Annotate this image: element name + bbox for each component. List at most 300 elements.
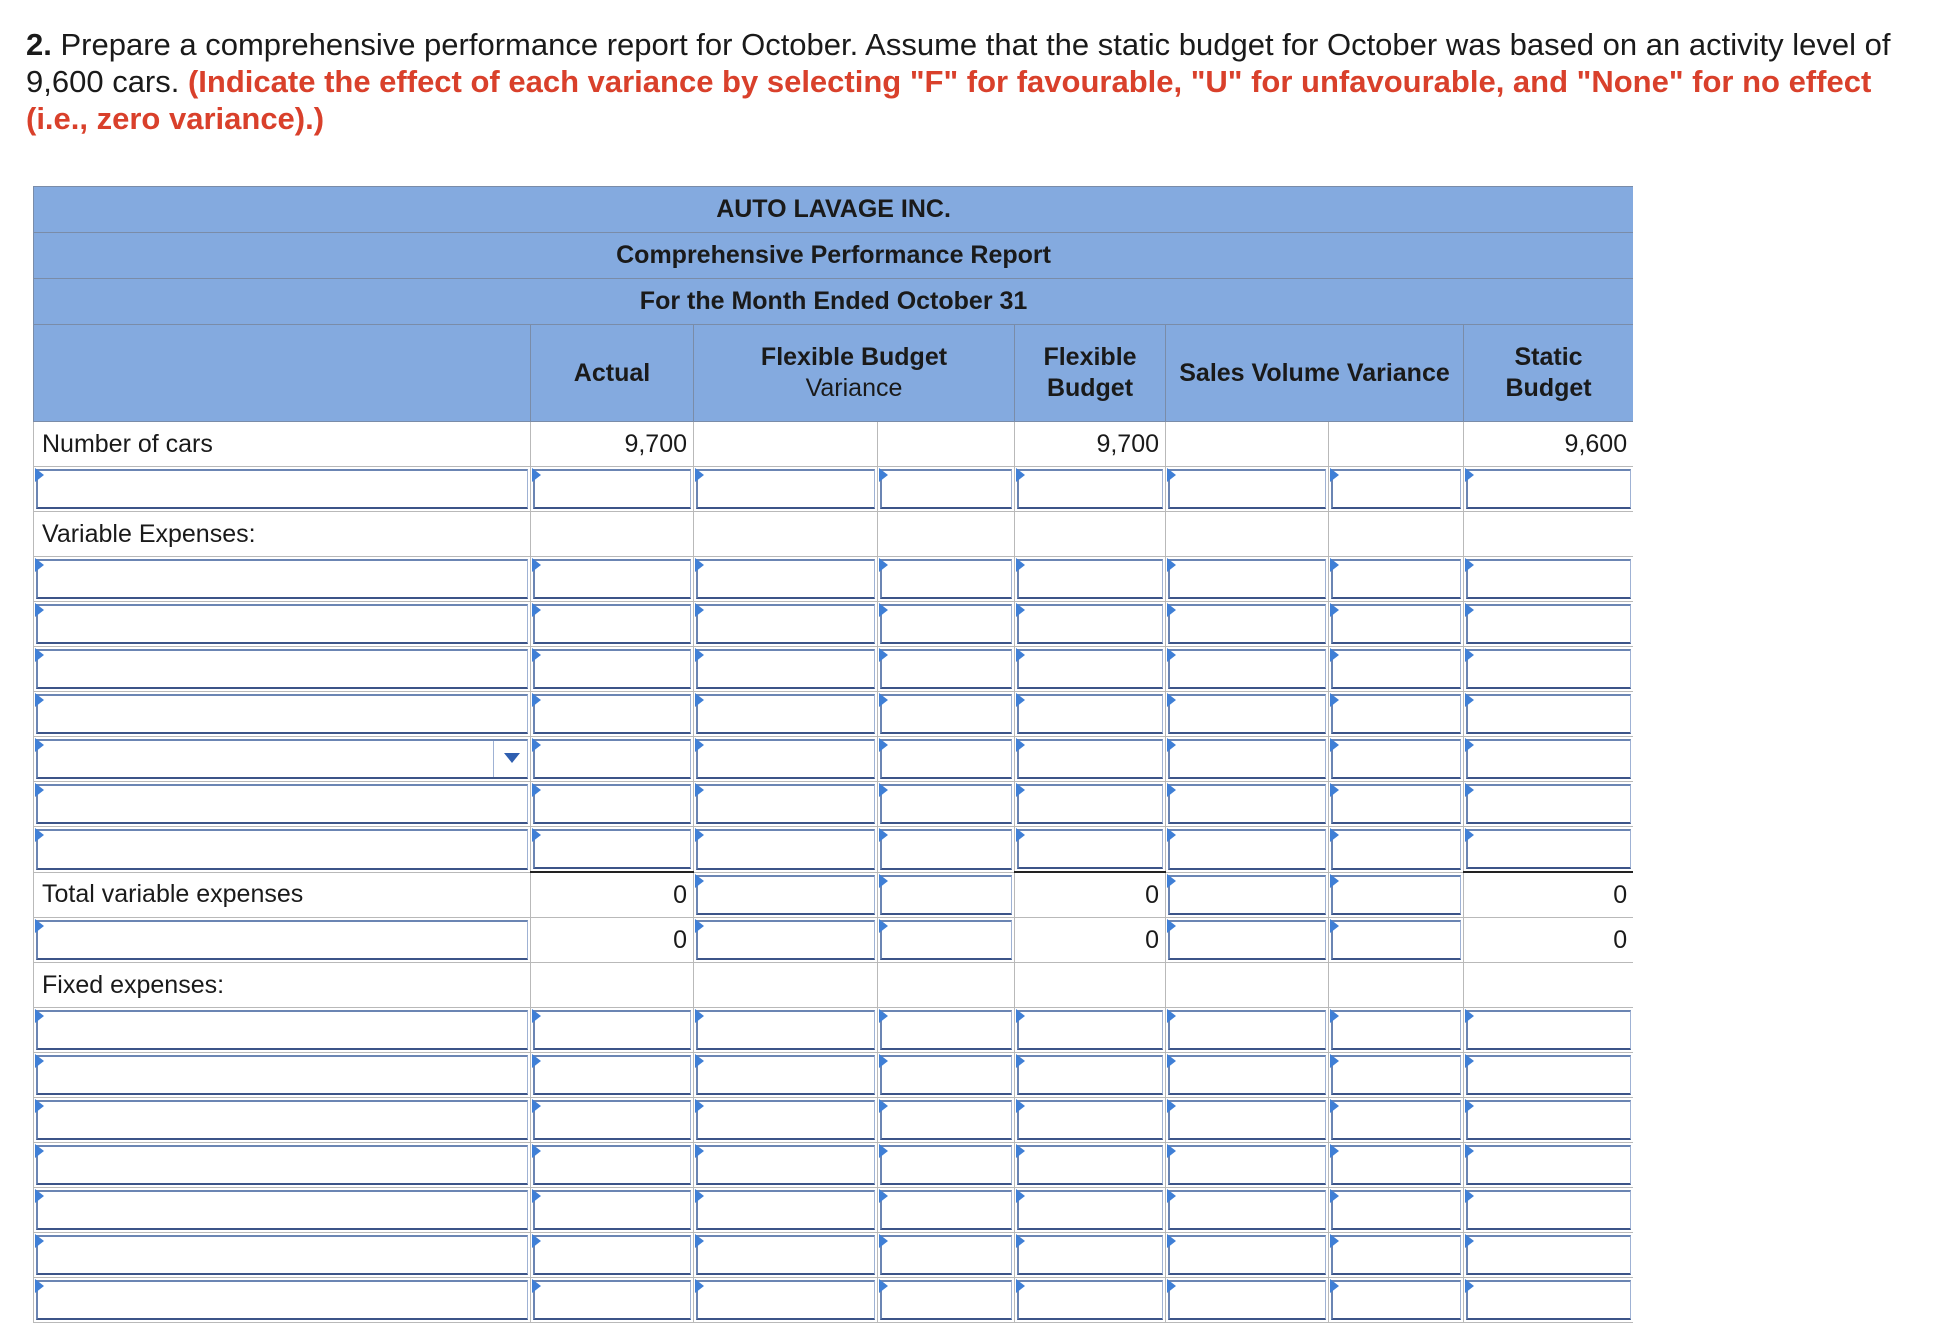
line-item-input[interactable] (34, 1098, 531, 1143)
sales-volume-effect-input[interactable] (1329, 1188, 1464, 1233)
total-var-sales-volume-variance-input[interactable] (1166, 872, 1329, 918)
flex-budget-input[interactable] (1015, 557, 1166, 602)
table-row (34, 1278, 1634, 1323)
sales-volume-effect-input[interactable] (1329, 692, 1464, 737)
cell-marker-icon (695, 783, 704, 797)
sales-volume-effect-input[interactable] (1329, 557, 1464, 602)
header-flexible-budget-variance: Flexible Budget Variance (694, 325, 1015, 422)
cell-marker-icon (1016, 693, 1025, 707)
cell-marker-icon (1167, 468, 1176, 482)
flex-budget-input[interactable] (1015, 737, 1166, 782)
line-item-input[interactable] (34, 602, 531, 647)
cell-marker-icon (695, 738, 704, 752)
cell-marker-icon (1465, 1099, 1474, 1113)
header-blank (34, 325, 531, 422)
row-label-variable-expenses: Variable Expenses: (34, 512, 531, 557)
performance-report-sheet (33, 186, 1633, 1326)
sales-volume-variance-input[interactable] (1166, 692, 1329, 737)
static-budget-input[interactable] (1464, 557, 1634, 602)
cars-actual-value: 9,700 (531, 422, 694, 467)
cell-marker-icon (532, 1054, 541, 1068)
flex-variance-input[interactable] (694, 467, 878, 512)
cell-marker-icon (35, 558, 44, 572)
actual-input[interactable] (531, 1008, 694, 1053)
actual-input[interactable] (531, 467, 694, 512)
cell-marker-icon (879, 1099, 888, 1113)
cell-marker-icon (35, 693, 44, 707)
cell-marker-icon (532, 1234, 541, 1248)
table-row (34, 467, 1634, 512)
sales-volume-variance-input[interactable] (1166, 737, 1329, 782)
table-row-fixed-expenses-heading (34, 963, 1634, 1008)
cell-marker-icon (879, 1054, 888, 1068)
sales-volume-variance-input[interactable] (1166, 467, 1329, 512)
cell-marker-icon (532, 1144, 541, 1158)
static-budget-input[interactable] (1464, 827, 1634, 873)
static-budget-input[interactable] (1464, 602, 1634, 647)
cell-marker-icon (695, 648, 704, 662)
cell-marker-icon (1465, 1144, 1474, 1158)
cell-marker-icon (1465, 558, 1474, 572)
flex-variance-input[interactable] (694, 737, 878, 782)
cell-marker-icon (1330, 828, 1339, 842)
table-row (34, 737, 1634, 782)
flex-variance-input[interactable] (694, 647, 878, 692)
cell-marker-icon (1167, 693, 1176, 707)
cell-marker-icon (879, 783, 888, 797)
cell-marker-icon (1167, 1009, 1176, 1023)
cars-sales-volume-effect-cell (1329, 422, 1464, 467)
cell-marker-icon (1330, 603, 1339, 617)
cell-marker-icon (1167, 1054, 1176, 1068)
actual-input[interactable] (531, 1188, 694, 1233)
actual-input[interactable] (531, 647, 694, 692)
flex-budget-input[interactable] (1015, 1188, 1166, 1233)
flex-variance-input[interactable] (694, 692, 878, 737)
cell-marker-icon (35, 738, 44, 752)
cell-marker-icon (1016, 1099, 1025, 1113)
sales-volume-variance-input[interactable] (1166, 602, 1329, 647)
flex-budget-input[interactable] (1015, 1143, 1166, 1188)
flex-variance-input[interactable] (694, 1008, 878, 1053)
cell-marker-icon (879, 1234, 888, 1248)
question-number: 2. (26, 27, 52, 62)
table-row-variable-expenses-heading (34, 512, 1634, 557)
line-item-input[interactable] (34, 1143, 531, 1188)
cell-marker-icon (1465, 1189, 1474, 1203)
line-item-input[interactable] (34, 647, 531, 692)
cell-marker-icon (1016, 1279, 1025, 1293)
table-row (34, 647, 1634, 692)
cell-marker-icon (1167, 828, 1176, 842)
flex-variance-input[interactable] (694, 1188, 878, 1233)
static-budget-input[interactable] (1464, 737, 1634, 782)
cars-flex-variance-effect-cell (878, 422, 1015, 467)
table-row (34, 1233, 1634, 1278)
cell-marker-icon (1330, 738, 1339, 752)
flex-variance-input[interactable] (694, 827, 878, 873)
actual-input[interactable] (531, 557, 694, 602)
cell-marker-icon (532, 738, 541, 752)
flex-variance-input[interactable] (694, 782, 878, 827)
flex-variance-input[interactable] (694, 557, 878, 602)
cell-marker-icon (1167, 1189, 1176, 1203)
cell-marker-icon (35, 1144, 44, 1158)
sales-volume-variance-input[interactable] (1166, 647, 1329, 692)
cell-marker-icon (695, 693, 704, 707)
row-label-total-variable-expenses: Total variable expenses (34, 872, 531, 918)
actual-input[interactable] (531, 692, 694, 737)
cell-marker-icon (1330, 1009, 1339, 1023)
flex-budget-input[interactable] (1015, 782, 1166, 827)
cell-marker-icon (879, 603, 888, 617)
cell-marker-icon (1330, 783, 1339, 797)
table-row (34, 1188, 1634, 1233)
table-row (34, 692, 1634, 737)
flex-variance-effect-input[interactable] (878, 1008, 1015, 1053)
line-item-input[interactable] (34, 1278, 531, 1323)
cell-marker-icon (1016, 1234, 1025, 1248)
cell-marker-icon (35, 1054, 44, 1068)
actual-input[interactable] (531, 1053, 694, 1098)
cm-sales-volume-effect-select[interactable] (1329, 918, 1464, 963)
cell-marker-icon (1167, 738, 1176, 752)
line-item-input[interactable] (34, 827, 531, 873)
cell-marker-icon (532, 468, 541, 482)
actual-input[interactable] (531, 1233, 694, 1278)
flex-variance-effect-input[interactable] (878, 557, 1015, 602)
cars-static-budget-value: 9,600 (1464, 422, 1634, 467)
line-item-input[interactable] (34, 782, 531, 827)
cell-marker-icon (1016, 783, 1025, 797)
cell-marker-icon (1465, 693, 1474, 707)
line-item-input[interactable] (34, 1053, 531, 1098)
cell-marker-icon (532, 1279, 541, 1293)
cell-marker-icon (1330, 1234, 1339, 1248)
cell-marker-icon (1465, 1009, 1474, 1023)
cm-static-budget-value: 0 (1464, 918, 1634, 963)
cell-marker-icon (879, 558, 888, 572)
sales-volume-variance-input[interactable] (1166, 1098, 1329, 1143)
cell-marker-icon (1167, 1099, 1176, 1113)
flex-variance-effect-input[interactable] (878, 1188, 1015, 1233)
static-budget-input[interactable] (1464, 1278, 1634, 1323)
question-body: Prepare a comprehensive performance report for October. Assume that the static budget for October was based on an activity level of 9,600 cars. (26, 27, 1891, 99)
line-item-input[interactable] (34, 467, 531, 512)
cell-marker-icon (35, 783, 44, 797)
static-budget-input[interactable] (1464, 1098, 1634, 1143)
cell-marker-icon (879, 468, 888, 482)
table-row (34, 827, 1634, 873)
cell-marker-icon (1167, 783, 1176, 797)
cell-marker-icon (1330, 1099, 1339, 1113)
header-actual: Actual (531, 325, 694, 422)
static-budget-input[interactable] (1464, 782, 1634, 827)
sales-volume-variance-input[interactable] (1166, 1188, 1329, 1233)
sales-volume-variance-input[interactable] (1166, 1053, 1329, 1098)
cars-flex-variance-cell (694, 422, 878, 467)
header-sales-volume-variance: Sales Volume Variance (1166, 325, 1464, 422)
total-var-actual-value: 0 (531, 872, 694, 918)
sales-volume-variance-input[interactable] (1166, 1008, 1329, 1053)
cell-marker-icon (1330, 693, 1339, 707)
cell-marker-icon (695, 1189, 704, 1203)
flex-variance-effect-input[interactable] (878, 1053, 1015, 1098)
sales-volume-effect-input[interactable] (1329, 1143, 1464, 1188)
sales-volume-effect-input[interactable] (1329, 737, 1464, 782)
cell-marker-icon (695, 603, 704, 617)
cell-marker-icon (1465, 648, 1474, 662)
sales-volume-variance-input[interactable] (1166, 1233, 1329, 1278)
cell-marker-icon (532, 693, 541, 707)
cell-marker-icon (532, 828, 541, 842)
cell-marker-icon (695, 828, 704, 842)
flex-variance-effect-input[interactable] (878, 467, 1015, 512)
cell-marker-icon (695, 1099, 704, 1113)
table-row-total-variable-expenses (34, 872, 1634, 918)
cell-marker-icon (879, 828, 888, 842)
sales-volume-effect-input[interactable] (1329, 1053, 1464, 1098)
cell-marker-icon (1330, 1189, 1339, 1203)
cell-marker-icon (532, 648, 541, 662)
row-label-fixed-expenses: Fixed expenses: (34, 963, 531, 1008)
sales-volume-effect-input[interactable] (1329, 827, 1464, 873)
cell-marker-icon (532, 783, 541, 797)
flex-budget-input[interactable] (1015, 647, 1166, 692)
cell-marker-icon (35, 1234, 44, 1248)
sales-volume-effect-input[interactable] (1329, 1233, 1464, 1278)
flex-variance-effect-input[interactable] (878, 602, 1015, 647)
cell-marker-icon (1167, 1279, 1176, 1293)
flex-budget-input[interactable] (1015, 827, 1166, 873)
cell-marker-icon (1016, 648, 1025, 662)
sales-volume-effect-input[interactable] (1329, 647, 1464, 692)
cell-marker-icon (1465, 1234, 1474, 1248)
static-budget-input[interactable] (1464, 467, 1634, 512)
cell-marker-icon (1465, 828, 1474, 842)
cell-marker-icon (35, 603, 44, 617)
cell-marker-icon (879, 1279, 888, 1293)
cell-marker-icon (1330, 1144, 1339, 1158)
cell-marker-icon (1465, 468, 1474, 482)
flex-variance-input[interactable] (694, 1233, 878, 1278)
company-name: AUTO LAVAGE INC. (34, 187, 1634, 233)
total-var-flex-variance-effect-select[interactable] (878, 872, 1015, 918)
cell-marker-icon (35, 1189, 44, 1203)
cell-marker-icon (1465, 1054, 1474, 1068)
cars-sales-volume-variance-cell (1166, 422, 1329, 467)
actual-input[interactable] (531, 1278, 694, 1323)
static-budget-input[interactable] (1464, 1188, 1634, 1233)
flex-variance-input[interactable] (694, 1278, 878, 1323)
cell-marker-icon (532, 1009, 541, 1023)
table-row (34, 1098, 1634, 1143)
cell-marker-icon (695, 1279, 704, 1293)
sales-volume-variance-input[interactable] (1166, 782, 1329, 827)
total-var-static-budget-value: 0 (1464, 872, 1634, 918)
sales-volume-variance-input[interactable] (1166, 1278, 1329, 1323)
row-label-number-of-cars: Number of cars (34, 422, 531, 467)
table-row-contribution-margin (34, 918, 1634, 963)
cm-label-input[interactable] (34, 918, 531, 963)
flex-budget-input[interactable] (1015, 1053, 1166, 1098)
performance-report-table (33, 186, 1633, 1323)
cm-flex-variance-input[interactable] (694, 918, 878, 963)
sales-volume-effect-input[interactable] (1329, 1008, 1464, 1053)
cell-marker-icon (1167, 648, 1176, 662)
static-budget-input[interactable] (1464, 1053, 1634, 1098)
sales-volume-variance-input[interactable] (1166, 557, 1329, 602)
line-item-input[interactable] (34, 1008, 531, 1053)
static-budget-input[interactable] (1464, 1143, 1634, 1188)
cell-marker-icon (1465, 1279, 1474, 1293)
cell-marker-icon (1167, 558, 1176, 572)
cell-marker-icon (1465, 783, 1474, 797)
report-title: Comprehensive Performance Report (34, 233, 1634, 279)
cm-actual-value: 0 (531, 918, 694, 963)
line-item-input[interactable] (34, 557, 531, 602)
cars-flex-budget-value: 9,700 (1015, 422, 1166, 467)
cm-sales-volume-variance-input[interactable] (1166, 918, 1329, 963)
flex-budget-input[interactable] (1015, 1008, 1166, 1053)
flex-variance-input[interactable] (694, 1143, 878, 1188)
cell-marker-icon (1465, 603, 1474, 617)
sales-volume-effect-input[interactable] (1329, 467, 1464, 512)
cell-marker-icon (879, 738, 888, 752)
actual-input[interactable] (531, 782, 694, 827)
cell-marker-icon (695, 1054, 704, 1068)
flex-variance-effect-input[interactable] (878, 1143, 1015, 1188)
table-row (34, 1143, 1634, 1188)
cell-marker-icon (35, 1279, 44, 1293)
sales-volume-variance-input[interactable] (1166, 827, 1329, 873)
cm-flex-budget-value: 0 (1015, 918, 1166, 963)
line-item-input[interactable] (34, 1188, 531, 1233)
cell-marker-icon (1016, 468, 1025, 482)
flex-budget-input[interactable] (1015, 1098, 1166, 1143)
header-flexible-budget: Flexible Budget (1015, 325, 1166, 422)
cell-marker-icon (35, 648, 44, 662)
cell-marker-icon (1167, 1234, 1176, 1248)
total-var-flex-budget-value: 0 (1015, 872, 1166, 918)
chevron-down-icon[interactable] (504, 753, 520, 763)
cell-marker-icon (1016, 1054, 1025, 1068)
total-var-flex-variance-input[interactable] (694, 872, 878, 918)
cell-marker-icon (532, 558, 541, 572)
cell-marker-icon (35, 1009, 44, 1023)
flex-budget-input[interactable] (1015, 1278, 1166, 1323)
cell-marker-icon (879, 1189, 888, 1203)
line-item-input[interactable] (34, 1233, 531, 1278)
cell-marker-icon (695, 468, 704, 482)
flex-variance-input[interactable] (694, 1053, 878, 1098)
cell-marker-icon (695, 1234, 704, 1248)
cell-marker-icon (1016, 1189, 1025, 1203)
actual-input[interactable] (531, 1098, 694, 1143)
flex-variance-input[interactable] (694, 1098, 878, 1143)
line-item-input[interactable] (34, 692, 531, 737)
cell-marker-icon (1167, 603, 1176, 617)
actual-input[interactable] (531, 1143, 694, 1188)
cell-marker-icon (879, 1144, 888, 1158)
cell-marker-icon (35, 468, 44, 482)
cell-marker-icon (1016, 1009, 1025, 1023)
static-budget-input[interactable] (1464, 1008, 1634, 1053)
flex-variance-effect-input[interactable] (878, 737, 1015, 782)
cell-marker-icon (35, 1099, 44, 1113)
cell-marker-icon (1465, 738, 1474, 752)
total-var-sales-volume-effect-select[interactable] (1329, 872, 1464, 918)
static-budget-input[interactable] (1464, 647, 1634, 692)
cell-marker-icon (1167, 1144, 1176, 1158)
cell-marker-icon (879, 693, 888, 707)
line-item-select[interactable] (34, 737, 531, 782)
report-period: For the Month Ended October 31 (34, 279, 1634, 325)
header-static-budget: Static Budget (1464, 325, 1634, 422)
flex-variance-effect-input[interactable] (878, 1233, 1015, 1278)
flex-variance-effect-input[interactable] (878, 1278, 1015, 1323)
cell-marker-icon (532, 603, 541, 617)
cell-marker-icon (1330, 558, 1339, 572)
table-row-number-of-cars (34, 422, 1634, 467)
cell-marker-icon (1330, 1054, 1339, 1068)
flex-variance-effect-input[interactable] (878, 1098, 1015, 1143)
actual-input[interactable] (531, 737, 694, 782)
cell-marker-icon (879, 648, 888, 662)
flex-variance-effect-input[interactable] (878, 647, 1015, 692)
sales-volume-effect-input[interactable] (1329, 1098, 1464, 1143)
table-row (34, 602, 1634, 647)
actual-input[interactable] (531, 827, 694, 873)
table-row (34, 1053, 1634, 1098)
flex-variance-effect-input[interactable] (878, 782, 1015, 827)
cell-marker-icon (532, 1189, 541, 1203)
cell-marker-icon (1330, 468, 1339, 482)
sales-volume-variance-input[interactable] (1166, 1143, 1329, 1188)
cell-marker-icon (1330, 648, 1339, 662)
flex-variance-input[interactable] (694, 602, 878, 647)
cell-marker-icon (35, 828, 44, 842)
table-row (34, 1008, 1634, 1053)
sales-volume-effect-input[interactable] (1329, 782, 1464, 827)
cell-marker-icon (532, 1099, 541, 1113)
cell-marker-icon (1016, 828, 1025, 842)
flex-variance-effect-input[interactable] (878, 827, 1015, 873)
cell-marker-icon (1016, 558, 1025, 572)
flex-budget-input[interactable] (1015, 602, 1166, 647)
cell-marker-icon (1016, 603, 1025, 617)
cell-marker-icon (695, 1009, 704, 1023)
static-budget-input[interactable] (1464, 1233, 1634, 1278)
cell-marker-icon (1016, 738, 1025, 752)
flex-budget-input[interactable] (1015, 1233, 1166, 1278)
flex-budget-input[interactable] (1015, 692, 1166, 737)
table-row (34, 782, 1634, 827)
cell-marker-icon (695, 1144, 704, 1158)
flex-budget-input[interactable] (1015, 467, 1166, 512)
sales-volume-effect-input[interactable] (1329, 602, 1464, 647)
cell-marker-icon (695, 558, 704, 572)
cell-marker-icon (879, 1009, 888, 1023)
cell-marker-icon (1016, 1144, 1025, 1158)
flex-variance-effect-input[interactable] (878, 692, 1015, 737)
table-row (34, 557, 1634, 602)
cm-flex-variance-effect-select[interactable] (878, 918, 1015, 963)
actual-input[interactable] (531, 602, 694, 647)
question-text (26, 26, 1926, 137)
sales-volume-effect-input[interactable] (1329, 1278, 1464, 1323)
static-budget-input[interactable] (1464, 692, 1634, 737)
